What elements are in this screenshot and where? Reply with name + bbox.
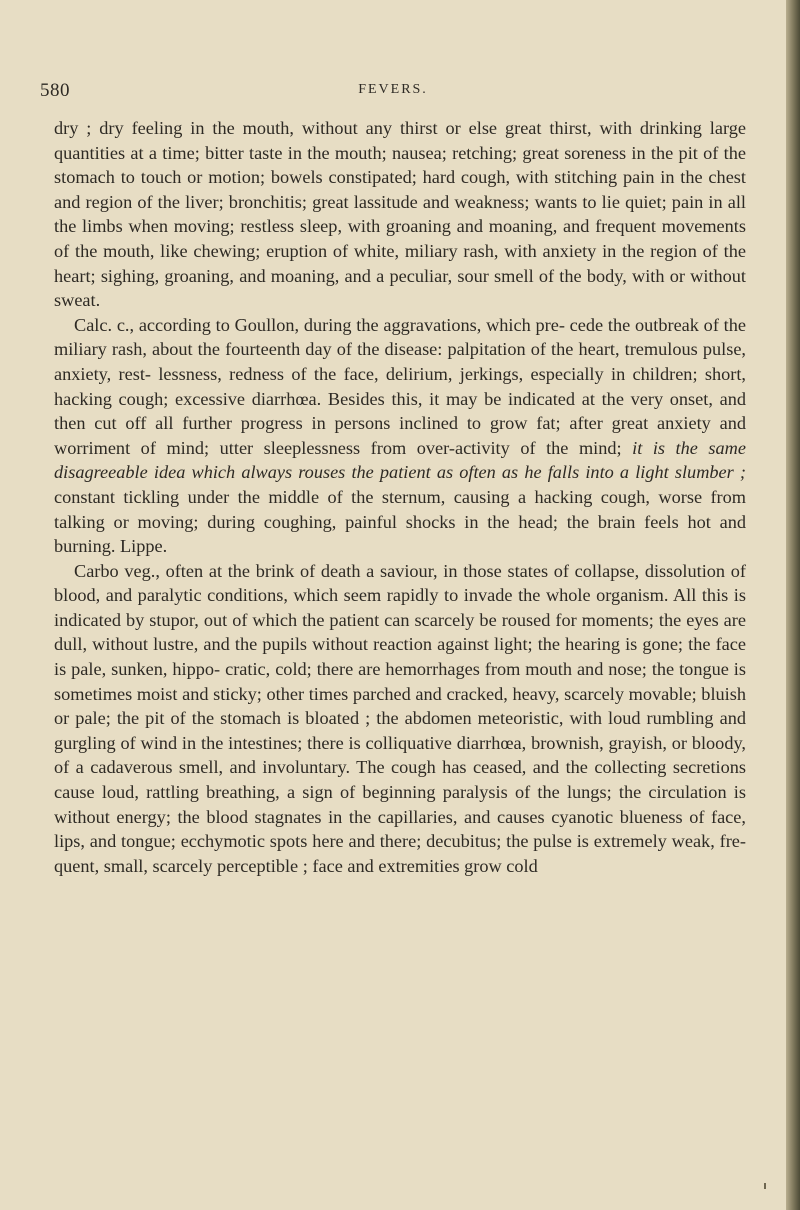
paragraph-calc-c [54, 313, 746, 559]
paragraph-text: , often at the brink of death a saviour, in those states of collapse, dissolution of blood, and paralytic conditions, which seem rapidly to invade the whole organism. All this is indicated by stupor, out of which the patient can scarcely be roused for moments; the eyes are dull, without lustre, and the pupils without reaction against light; the hearing is gone; the face is pale, sunken, hippo- cratic, cold; there are hemorrhages from mouth and nose; the tongue is sometimes moist and sticky; other times parched and cracked, heavy, scarcely movable; bluish or pale; the pit of the stomach is bloated ; the abdomen meteoristic, with loud rumbling and gurgling of wind in the intestines; there is colliquative diarrhœa, brownish, grayish, or bloody, of a cadaverous smell, and involuntary. The cough has ceased, and the collecting secretions cause loud, rattling breathing, a sign of beginning paralysis of the lungs; the circulation is without energy; the blood stagnates in the capillaries, and causes cyanotic blueness of face, lips, and tongue; ecchymotic spots here and there; decubitus; the pulse is extremely weak, fre- quent, small, scarcely perceptible ; face and extremities grow cold [54, 560, 746, 876]
paragraph-text: constant tickling under the middle of the sternum, causing a hacking cough, worse from talking or moving; during coughing, painful shocks in the head; the brain feels hot and burning. Lippe. [54, 486, 746, 557]
page-header [0, 80, 786, 110]
paragraph-text: dry ; dry feeling in the mouth, without any thirst or else great thirst, with drinking large quantities at a time; bitter taste in the mouth; nausea; retching; great soreness in the pit of the stomach to touch or motion; bowels constipated; hard cough, with stitching pain in the chest and region of the liver; bronchitis; great lassitude and weakness; wants to lie quiet; pain in all the limbs when moving; restless sleep, with groaning and moaning, and frequent movements of the mouth, like chewing; eruption of white, miliary rash, with anxiety in the region of the heart; sighing, groaning, and moaning, and a peculiar, sour smell of the body, with or without sweat. [54, 118, 746, 311]
ink-speck [764, 1183, 766, 1189]
running-head: FEVERS. [358, 82, 428, 97]
page-edge [786, 0, 800, 1210]
body-text [54, 116, 746, 878]
italic-passage: it is the same disagreeable idea which always rouses the patient as often as he falls into a light slumber ; [54, 437, 747, 483]
remedy-name: Carbo veg. [74, 560, 156, 581]
paragraph-continuation [54, 116, 746, 313]
remedy-name: Calc. c. [74, 314, 130, 335]
paragraph-carbo-veg [54, 559, 746, 879]
paragraph-text: , according to Goullon, during the aggravations, which pre- cede the outbreak of the miliary rash, about the fourteenth day of the disease: palpitation of the heart, tremulous pulse, anxiety, rest- lessness, redness of the face, delirium, jerkings, especially in children; short, hacking cough; excessive diarrhœa. Besides this, it may be indicated at the very onset, and then cut off all further progress in persons inclined to grow fat; after great anxiety and worriment of mind; utter sleeplessness from over-activity of the mind; [54, 314, 746, 458]
page-number: 580 [40, 80, 70, 101]
